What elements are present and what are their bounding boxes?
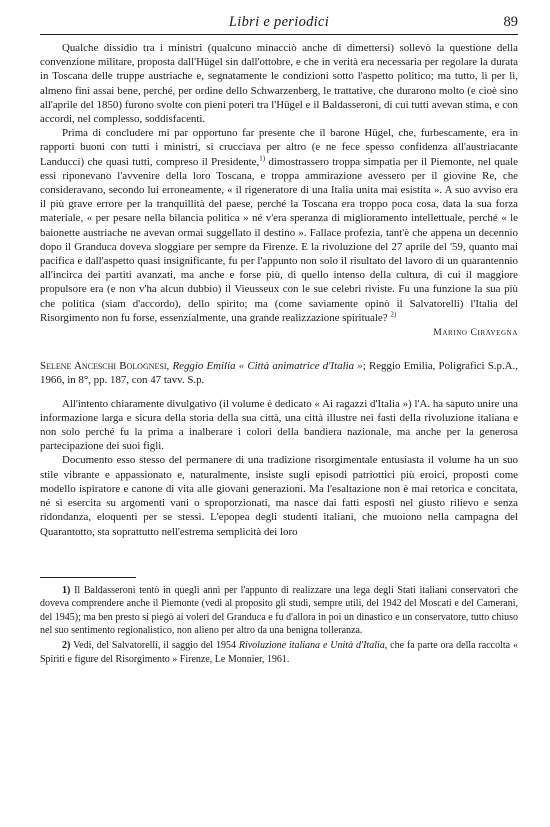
article-paragraph-2-text-a: Prima di concludere mi par opportuno far presente che il barone Hügel, che, furbescamente, era in rapporti buoni con tutti i ministri, si crucciava per altro (e ne fece spesso confidenza all'austriacante Landucci) che quasi tutti, compreso il Presidente, [40, 127, 518, 168]
footnote-1 [40, 584, 518, 638]
footnote-2-text-b: che fa parte ora della raccolta « Spiriti e figure del Risorgimento » Firenze, Le Monnier, 1961. [40, 640, 518, 665]
review-paragraph-1: All'intento chiaramente divulgativo (il volume è dedicato « Ai ragazzi d'Italia ») l'A. ha saputo unire una informazione larga e sicura della storia della sua città, una città illustre nei fasti della rivoluzione italiana e non solo perché fu la prima a inalberare i colori della bandiera nazionale, ma anche per la generosa partecipazione dei suoi figli. [40, 397, 518, 453]
running-header [40, 12, 518, 35]
footnote-2-mark: 2) [62, 640, 71, 652]
article-paragraph-2 [40, 126, 518, 325]
review-author: Selene Anceschi Bolognesi, [40, 360, 170, 373]
review-book-details: ; Reggio Emilia, Poligrafici S.p.A., 1966, in 8°, pp. 187, con 47 tavv. S.p. [40, 360, 518, 387]
article-paragraph-2-text-b: dimostrassero troppa simpatia per il Piemonte, nel quale essi riponevano l'avvenire della loro Toscana, e troppa ammirazione avessero per il giovine Re, che consideravano, secondo lui erroneamente, « il rigeneratore di una Italia unita mai esistita ». A suo avviso era il più grave errore per la tranquillità del paese, perché la Toscana era troppo poca cosa, data la sua forza materiale, « per pesare nella bilancia politica » né v'era speranza di miglioramento intellettuale, perché « le baionette austriache ne avevan ormai suggellato il destino ». Fallace profezia, tant'è che appena un decennio dopo il Granduca doveva sloggiare per sempre da Firenze. E la rivoluzione del 27 aprile del '59, quanto mai pacifica e dall'aspetto quasi insignificante, fu per l'appunto non solo il risultato del lavoro di un quarantennio all'incirca dei partiti avanzati, ma anche e forse più, di quello intenso della cultura, di cui il maggiore propulsore era (e non v'ha alcun dubbio) il Vieusseux con le sue celebri riviste. Fu una funzione la sua più che politica (siam d'accordo), dello spirito; ma (come saviamente opinò il Salvatorelli) l'Italia del Risorgimento non fu forse, essenzialmente, una grande realizzazione spirituale? [40, 155, 518, 324]
running-title: Libri e periodici [228, 14, 330, 30]
journal-page [40, 12, 518, 666]
review-heading [40, 359, 518, 387]
footnote-2 [40, 639, 518, 666]
footnote-2-text-a: Vedi, del Salvatorelli, il saggio del 1954 [73, 640, 239, 652]
author-signature: Marino Ciravegna [433, 327, 518, 339]
review-book-title: Reggio Emilia « Città animatrice d'Italia » [172, 360, 363, 373]
article-paragraph-1: Qualche dissidio tra i ministri (qualcuno minacciò anche di dimettersi) sollevò la questione della convenzione militare, proposta dall'Hügel sin dall'ottobre, e che in verità era necessaria per regolare la durata in Toscana delle truppe austriache e, segnatamente le condizioni sotto l'aspetto politico; ma tutto, lì per lì, almeno finì assai bene, perché, per ordine dello Schwarzenberg, le trattative, che durarono molto (e cioè sino all'aprile del 1850) furono svolte con pieni poteri tra l'Hügel e il Baldasseroni, di cui tutti avevan stima, e con accordi, nel complesso, soddisfacenti. [40, 42, 518, 126]
footnote-ref-2[interactable]: 2) [390, 310, 397, 319]
footnote-separator [40, 577, 136, 578]
footnote-2-cited-title: Rivoluzione italiana e Unità d'Italia, [238, 640, 388, 652]
footnote-1-mark: 1) [62, 584, 71, 596]
footnote-ref-1[interactable]: 1) [259, 154, 266, 162]
page-number: 89 [503, 14, 518, 30]
footnote-1-text: Il Baldasseroni tentò in quegli anni per l'appunto di realizzare una lega degli Stati italiani conservatori che doveva comprendere anche il Piemonte (vedi al proposito gli studi, sempre utili, del 1942 del Moscati e del Camerani, del 1945); ma ben presto si piegò ai voleri del Granduca e fu d'allora in poi un dinastico e un conservatore, tutto chiuso nel suo sentimento regionalistico, non alieno per altro da una benigna tolleranza. [40, 584, 518, 637]
review-paragraph-2: Documento esso stesso del permanere di una tradizione risorgimentale entusiasta il volume ha un suo stile vibrante e appassionato e, naturalmente, insiste sugli episodi patriottici più eroici, proposti come modello ispiratore e canone di vita alle giovani generazioni. Ma l'esaltazione non è mai retorica e concitata, né si esercita su argomenti vani o sproporzionati, ma nasce dai fatti esposti nel giusto rilievo e senza ridondanza, eloquenti per se stessi. L'epopea degli studenti italiani, che muoiono nella campagna del Quarantotto, sta soprattutto nell'estrema semplicità dei loro [40, 454, 518, 538]
